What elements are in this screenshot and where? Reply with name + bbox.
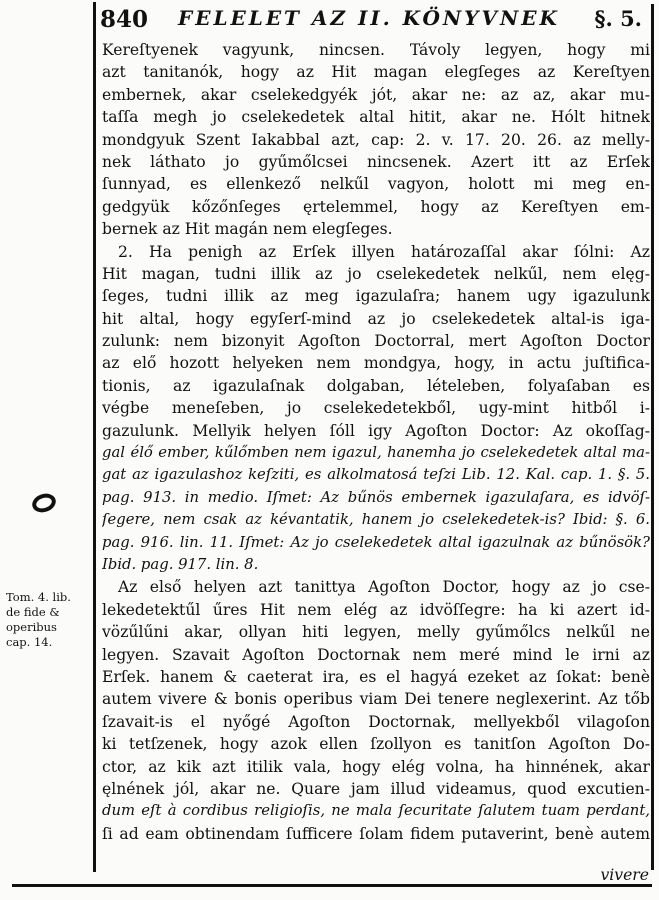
text-line: ſunnyad, es ellenkező nelkűl vagyon, holott mi meg en- xyxy=(102,175,650,194)
text-line: vözűlűni akar, ollyan hiti legyen, melly gyűmőlcs nelkűl ne xyxy=(102,623,650,642)
text-line: zulunk: nem bizonyit Agoſton Doctorral, mert Agoſton Doctor xyxy=(102,332,650,351)
text-line: lekedetektűl űres Hit nem elég az idvöſſegre: ha ki azert id- xyxy=(102,600,650,619)
text-line: gat az igazulashoz keſziti, es alkolmatosá teſzi Lib. 12. Kal. cap. 1. §. 5. xyxy=(102,466,650,484)
ink-blot-ornament xyxy=(30,491,58,516)
text-line: legyen. Szavait Agoſton Doctornak nem meré mind le irni az xyxy=(102,645,650,664)
text-line: ſzavait-is el nyőgé Agoſton Doctornak, mellyekből vilagoſon xyxy=(102,712,650,731)
text-line: embernek, akar cselekedgyék jót, akar ne: az az, akar mu- xyxy=(102,85,650,104)
section-mark: §. 5. xyxy=(594,6,642,31)
text-line: Ibid. pag. 917. lin. 8. xyxy=(102,555,259,573)
text-line: autem vivere & bonis operibus viam Dei tenere neglexerint. Az tőb xyxy=(102,690,650,709)
running-header xyxy=(100,6,650,34)
text-line: gazulunk. Mellyik helyen ſóll igy Agoſton Doctor: Az okoſſag- xyxy=(102,421,650,440)
bottom-border-rule xyxy=(12,884,652,887)
text-line: ki tetſzenek, hogy azok ellen ſzollyon es tanitſon Agoſton Do- xyxy=(102,735,650,754)
text-line: pag. 913. in medio. Iſmet: Az bűnös embernek igazulaſara, es idvöſ- xyxy=(102,488,650,506)
margin-note-line: cap. 14. xyxy=(6,635,53,649)
text-line: bernek az Hit magán nem elegſeges. xyxy=(102,220,393,239)
text-line: Az első helyen azt tanittya Agoſton Doctor, hogy az jo cse- xyxy=(118,578,650,597)
text-line: gedgyük kőzőnſeges ęrtelemmel, hogy az Kereſtyen em- xyxy=(102,197,650,216)
text-line: végbe meneſeben, jo cselekedetekből, ugy-mint hitből i- xyxy=(102,399,650,418)
left-column-rule xyxy=(93,2,96,872)
text-line: nek láthato jo gyűmőlcsei nincsenek. Azert itt az Erſek xyxy=(102,152,650,171)
text-line: ſegere, nem csak az kévantatik, hanem jo cselekedetek-is? Ibid: §. 6. xyxy=(102,511,650,529)
text-line: hit altal, hogy egyſerſ-mind az jo cselekedetek altal-is iga- xyxy=(102,309,650,328)
text-line: Erſek. hanem & caeterat ira, es el hagyá ezeket az ſokat: benè xyxy=(102,667,650,686)
text-line: 2. Ha penigh az Erſek illyen határozaſſal akar ſólni: Az xyxy=(118,242,650,261)
text-line: Kereſtyenek vagyunk, nincsen. Távoly legyen, hogy mi xyxy=(102,41,650,59)
text-line: ctor, az kik azt itilik vala, hogy elég volna, ha hinnének, akar xyxy=(102,757,650,776)
text-line: Hit magan, tudni illik az jo cselekedetek nelkűl, nem elęg- xyxy=(102,264,650,283)
text-line: ſi ad eam obtinendam ſufficere ſolam fidem putaverint, benè autem xyxy=(102,824,650,843)
text-line: taſſa megh jo cselekedetek altal hitit, akar ne. Hólt hitnek xyxy=(102,108,650,127)
right-border-rule xyxy=(651,4,654,870)
page-number: 840 xyxy=(100,6,149,33)
text-line: ęlnének jól, akar ne. Quare jam illud videamus, quod excutien- xyxy=(102,779,650,798)
text-line: dum eſt à cordibus religioſis, ne mala ſecuritate ſalutem tuam perdant, xyxy=(102,802,650,820)
margin-note-line: Tom. 4. lib. xyxy=(6,590,71,604)
margin-note-line: de fide & xyxy=(6,605,60,619)
text-line: mondgyuk Szent Iakabbal azt, cap: 2. v. 17. 20. 26. az melly- xyxy=(102,130,650,149)
text-line: pag. 916. lin. 11. Iſmet: Az jo cselekedetek altal igazulnak az bűnösök? xyxy=(102,533,650,551)
text-line: azt tanitanók, hogy az Hit magan elegſeges az Kereſtyen xyxy=(102,63,650,82)
catchword: vivere xyxy=(600,866,649,884)
text-line: tionis, az igazulaſnak dolgaban, lételeben, folyaſaban es xyxy=(102,376,650,395)
text-line: gal élő ember, kűlőmben nem igazul, hanemha jo cselekedetek altal ma- xyxy=(102,444,650,462)
text-line: az elő hozott helyeken nem mondgya, hogy, in actu juſtifica- xyxy=(102,354,650,373)
margin-note xyxy=(6,590,90,650)
main-text-column xyxy=(102,39,650,845)
text-line: ſeges, tudni illik az meg igazulaſra; hanem ugy igazulunk xyxy=(102,287,650,306)
margin-note-line: operibus xyxy=(6,620,57,634)
running-title: FELELET AZ II. KÖNYVNEK xyxy=(178,6,560,30)
